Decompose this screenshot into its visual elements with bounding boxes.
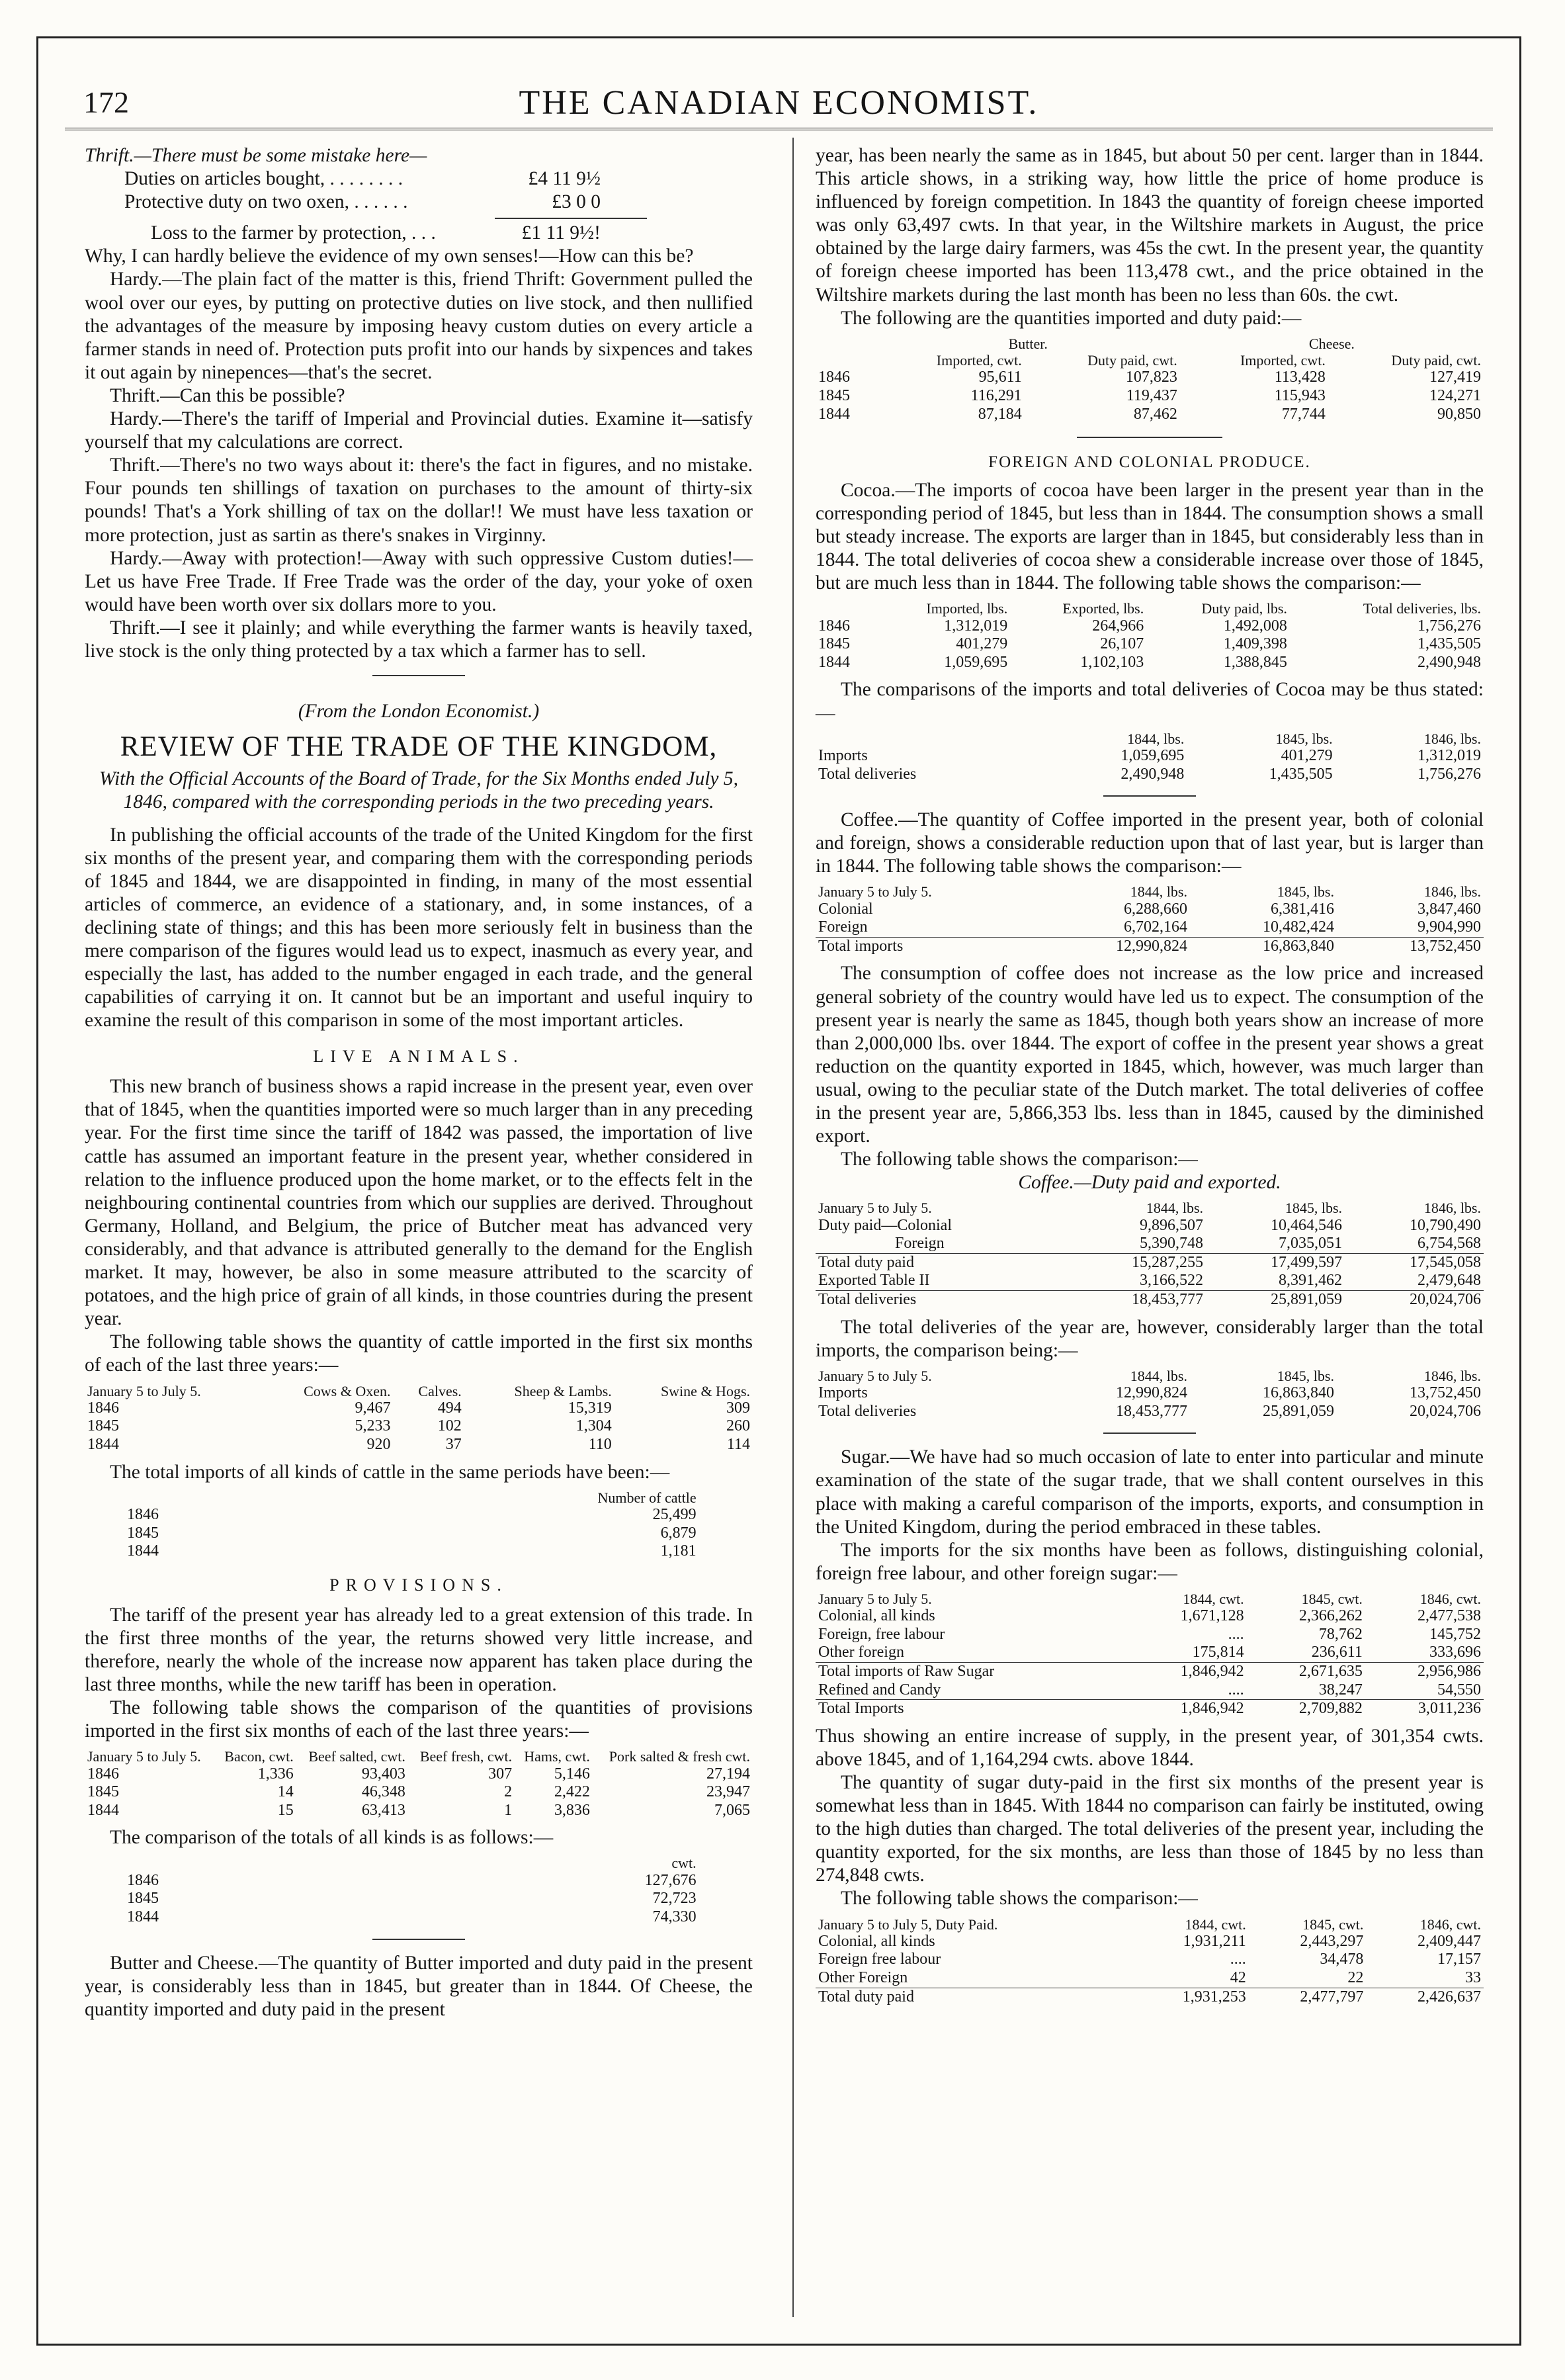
- table-row: Foreign 6,702,164 10,482,424 9,904,990: [818, 918, 1481, 936]
- table-row: 1846 1,312,019 264,966 1,492,008 1,756,276: [818, 617, 1481, 635]
- coffee-comparison-table: [816, 1368, 1484, 1421]
- paragraph: The following are the quantities imported and duty paid:—: [841, 307, 1302, 329]
- article-title: REVIEW OF THE TRADE OF THE KINGDOM,: [120, 731, 718, 763]
- masthead: [38, 38, 1519, 122]
- table-header: Imported, cwt. Duty paid, cwt. Imported, cwt. Duty paid, cwt.: [936, 352, 1481, 369]
- duty-account: [85, 167, 601, 245]
- table-row: 1844 1,181: [127, 1542, 697, 1560]
- table-header: January 5 to July 5. 1844, lbs. 1845, lbs. 1846, lbs.: [818, 883, 1481, 901]
- table-row: 1846 95,611 107,823 113,428 127,419: [818, 369, 1481, 386]
- cocoa-table: [816, 600, 1484, 672]
- journal-title: THE CANADIAN ECONOMIST.: [519, 84, 1039, 122]
- paragraph: Thus showing an entire increase of supply, in the present year, of 301,354 cwts. above 1845, and of 1,164,294 cwts. above 1844.: [816, 1725, 1484, 1770]
- account-line: Protective duty on two oxen, . . . . . . £3 0 0: [124, 191, 601, 213]
- table-row: 1844 74,330: [127, 1908, 697, 1925]
- table-total-row: Total deliveries 18,453,777 25,891,059 20,024,706: [816, 1291, 1484, 1309]
- paragraph: Coffee.—The quantity of Coffee imported in the present year, both of colonial and foreign, shows a considerable reduction upon that of last year, but is larger than in 1844. The following table shows the comparison:—: [816, 809, 1484, 877]
- section-rule: [1103, 795, 1196, 797]
- table-row: Other Foreign 42 22 33: [818, 1968, 1481, 1986]
- section-rule: [1077, 437, 1222, 438]
- provisions-totals-table: [124, 1855, 699, 1926]
- table-row: Colonial, all kinds 1,671,128 2,366,262 2,477,538: [818, 1607, 1481, 1625]
- paragraph: Cocoa.—The imports of cocoa have been larger in the present year than in the corresponding period of 1845, but less than in 1844. The consumption shows a small but steady increase. The exports are larger than in 1845, but considerably less than in 1844. The total deliveries of cocoa shew a considerable increase over those of 1845, but are much less than in 1844. The following table shows the comparison:—: [816, 479, 1484, 594]
- table-row: Colonial, all kinds 1,931,211 2,443,297 2,409,447: [818, 1932, 1481, 1950]
- table-header: Imported, lbs. Exported, lbs. Duty paid, lbs. Total deliveries, lbs.: [926, 600, 1481, 617]
- table-group-header: Butter. Cheese.: [1008, 335, 1355, 352]
- section-rule: [372, 675, 465, 676]
- paragraph: In publishing the official accounts of the trade of the United Kingdom for the first six months of the present year, and comparing them with the corresponding periods of 1845 and 1844, we are disappointed in finding, in many of the most essential articles of commerce, an evidence of a stationary, and, in some instances, of a declining state of things; and this has been more seriously felt in business than the mere comparison of the figures would lead us to expect, inasmuch as every year, and especially the last, has added to the number engaged in each trade, and the general capabilities of carrying it on. It cannot but be an important and useful inquiry to examine the result of this comparison in some of the most important articles.: [85, 824, 753, 1032]
- table-row: 1845 14 46,348 2 2,422 23,947: [87, 1783, 750, 1801]
- paragraph: The following table shows the comparison of the quantities of provisions imported in the first six months of each of the last three years:—: [85, 1697, 753, 1742]
- table-total-row: Total imports 12,990,824 16,863,840 13,752,450: [816, 937, 1484, 955]
- page-number: 172: [83, 85, 129, 119]
- paragraph: The tariff of the present year has already led to a great extension of this trade. In the first three months of the year, the returns showed very little increase, and therefore, nearly the whole of the increase now apparent has taken place during the last three months, while the new tariff has been in operation.: [85, 1604, 753, 1695]
- cocoa-comparison-table: [816, 730, 1484, 783]
- table-total-row: Total imports of Raw Sugar 1,846,942 2,671,635 2,956,986: [816, 1662, 1484, 1681]
- source-note: (From the London Economist.): [298, 701, 540, 723]
- table-row: 1845 72,723: [127, 1890, 697, 1908]
- table-header: January 5 to July 5. 1844, lbs. 1845, lbs. 1846, lbs.: [818, 1367, 1481, 1384]
- paragraph: The total imports of all kinds of cattle in the same periods have been:—: [110, 1461, 670, 1483]
- provisions-table: [85, 1748, 753, 1820]
- table-total-row: Total Imports 1,846,942 2,709,882 3,011,236: [816, 1700, 1484, 1718]
- dialogue-thrift-1: Thrift.—There must be some mistake here—: [85, 145, 427, 166]
- paragraph: Butter and Cheese.—The quantity of Butter imported and duty paid in the present year, is considerably less than in 1845, but greater than in 1844. Of Cheese, the quantity imported and duty paid in the present: [85, 1952, 753, 2020]
- coffee-duty-table: [816, 1200, 1484, 1309]
- section-heading: FOREIGN AND COLONIAL PRODUCE.: [988, 453, 1311, 472]
- sugar-duty-table: [816, 1916, 1484, 2007]
- paragraph: The consumption of coffee does not increase as the low price and increased general sobriety of the country would have led us to expect. The consumption of the present year is nearly the same as 1845, though both years show an increase of more than 2,000,000 lbs. over 1844. The export of coffee in the present year shows a great reduction on the quantity exported in 1845, which, however, was much larger than usual, owing to the peculiar state of the Dutch market. The total deliveries of coffee in the present year are, 5,866,353 lbs. less than in 1845, caused by the diminished export.: [816, 963, 1484, 1147]
- account-line: Duties on articles bought, . . . . . . . . £4 11 9½: [124, 168, 601, 190]
- table-caption: Coffee.—Duty paid and exported.: [1018, 1172, 1281, 1194]
- article-subtitle: With the Official Accounts of the Board of Trade, for the Six Months ended July 5, 1846, compared with the corresponding periods in the two preceding years.: [99, 768, 738, 813]
- table-row: Colonial 6,288,660 6,381,416 3,847,460: [818, 900, 1481, 918]
- paragraph: Thrift.—There's no two ways about it: there's the fact in figures, and no mistake. Four pounds ten shillings of taxation on purchases to the amount of thirty-six pounds! That's a York shilling of tax on the dollar!! We must have less taxation or more protection, just as sartin as there's snakes in Virginny.: [85, 455, 753, 546]
- paragraph: The following table shows the quantity of cattle imported in the first six months of each of the last three years:—: [85, 1331, 753, 1376]
- masthead-rule: [65, 128, 1493, 130]
- coffee-table: [816, 883, 1484, 955]
- cattle-totals-table: [124, 1489, 699, 1561]
- column-divider: [792, 138, 794, 2317]
- paragraph: The comparisons of the imports and total deliveries of Cocoa may be thus stated:—: [816, 679, 1484, 724]
- table-total-row: Total duty paid 15,287,255 17,499,597 17,545,058: [816, 1253, 1484, 1272]
- butter-cheese-table: [816, 335, 1484, 423]
- table-total-row: Total duty paid 1,931,253 2,477,797 2,426,637: [816, 1988, 1484, 2006]
- table-row: Exported Table II 3,166,522 8,391,462 2,479,648: [818, 1272, 1481, 1290]
- table-row: Total deliveries 2,490,948 1,435,505 1,756,276: [818, 765, 1481, 783]
- table-row: 1845 401,279 26,107 1,409,398 1,435,505: [818, 635, 1481, 653]
- table-header: January 5 to July 5. 1844, cwt. 1845, cwt. 1846, cwt.: [818, 1590, 1481, 1607]
- table-row: 1845 6,879: [127, 1524, 697, 1542]
- paragraph: The total deliveries of the year are, however, considerably larger than the total imports, the comparison being:—: [816, 1316, 1484, 1361]
- table-row: Total deliveries 18,453,777 25,891,059 20,024,706: [818, 1402, 1481, 1420]
- section-heading: LIVE ANIMALS.: [313, 1047, 525, 1067]
- table-row: 1844 87,184 87,462 77,744 90,850: [818, 405, 1481, 423]
- loss-line: Loss to the farmer by protection, . . . £1 11 9½!: [151, 222, 601, 244]
- paragraph: year, has been nearly the same as in 1845, but about 50 per cent. larger than in 1844. This article shows, in a striking way, how little the price of home produce is influenced by foreign competition. In 1843 the quantity of foreign cheese imported was only 63,497 cwts. In that year, in the Wiltshire markets in August, the price obtained by the large dairy farmers, was 45s the cwt. In the present year, the quantity of foreign cheese imported has been 113,478 cwt., and the price obtained in the Wiltshire markets during the last month has been no less than 60s. the cwt.: [816, 145, 1484, 306]
- sum-rule: [495, 218, 647, 219]
- table-row: 1846 127,676: [127, 1871, 697, 1889]
- paragraph: Sugar.—We have had so much occasion of late to enter into particular and minute examination of the state of the sugar trade, that we shall content ourselves in this place with making a careful comparison of the imports, exports, and consumption in the United Kingdom, during the period embraced in these tables.: [816, 1446, 1484, 1538]
- cattle-table: [85, 1383, 753, 1454]
- newspaper-page: [36, 36, 1521, 2346]
- paragraph: Thrift.—Can this be possible?: [110, 384, 345, 406]
- table-header: January 5 to July 5. Cows & Oxen. Calves. Sheep & Lambs. Swine & Hogs.: [87, 1382, 750, 1399]
- table-row: 1844 15 63,413 1 3,836 7,065: [87, 1801, 750, 1819]
- right-column: [816, 144, 1484, 2013]
- table-row: Foreign free labour .... 34,478 17,157: [818, 1951, 1481, 1968]
- sugar-imports-table: [816, 1591, 1484, 1718]
- left-column: [85, 144, 753, 2021]
- paragraph: The quantity of sugar duty-paid in the first six months of the present year is somewhat less than in 1845. With 1844 no comparison can fairly be instituted, owing to the high duties than charged. The total deliveries of the present year, including the quantity exported, for the six months, are less than those of 1845 by no less than 274,848 cwts.: [816, 1771, 1484, 1886]
- table-row: 1846 9,467 494 15,319 309: [87, 1399, 750, 1417]
- table-row: Foreign 5,390,748 7,035,051 6,754,568: [895, 1235, 1481, 1253]
- table-row: 1845 5,233 102 1,304 260: [87, 1417, 750, 1435]
- table-header: January 5 to July 5. 1844, lbs. 1845, lbs. 1846, lbs.: [818, 1200, 1481, 1217]
- paragraph: The comparison of the totals of all kinds is as follows:—: [110, 1827, 554, 1849]
- paragraph: Why, I can hardly believe the evidence of my own senses!—How can this be?: [85, 245, 694, 267]
- table-row: Imports 1,059,695 401,279 1,312,019: [818, 746, 1481, 764]
- table-row: 1844 1,059,695 1,102,103 1,388,845 2,490,948: [818, 653, 1481, 671]
- paragraph: Thrift.—I see it plainly; and while everything the farmer wants is heavily taxed, live stock is the only thing protected by a tax which a farmer has to sell.: [85, 617, 753, 662]
- paragraph: The following table shows the comparison:—: [841, 1888, 1198, 1910]
- paragraph: The imports for the six months have been as follows, distinguishing colonial, foreign free labour, and other foreign sugar:—: [816, 1539, 1484, 1584]
- table-row: Imports 12,990,824 16,863,840 13,752,450: [818, 1384, 1481, 1402]
- paragraph: Hardy.—The plain fact of the matter is this, friend Thrift: Government pulled the wool over our eyes, by putting on protective duties on live stock, and then nullified the advantages of the measure by imposing heavy custom duties on every article a farmer stands in need of. Protection puts profit into our hands by sixpences and takes it out again by ninepences—that's the secret.: [85, 269, 753, 383]
- table-row: 1845 116,291 119,437 115,943 124,271: [818, 386, 1481, 404]
- section-heading: PROVISIONS.: [329, 1575, 508, 1595]
- table-row: 1846 1,336 93,403 307 5,146 27,194: [87, 1765, 750, 1783]
- table-row: Other foreign 175,814 236,611 333,696: [818, 1644, 1481, 1661]
- section-rule: [372, 1939, 465, 1940]
- paragraph: This new branch of business shows a rapid increase in the present year, even over that of 1845, when the quantities imported were so much larger than in any preceding year. For the first time since the tariff of 1842 was passed, the importation of live cattle has assumed an important feature in the present year, whether considered in relation to the influence produced upon the home market, or to the effects felt in the neighbouring continental countries from which our supplies are derived. Throughout Germany, Holland, and Belgium, the price of Butcher meat has advanced very considerably, and that advance is attributed generally to the demand for the English market. It may, however, be also in some measure attributed to the scarcity of potatoes, and the high price of grain of all kinds, in those countries during the present year.: [85, 1076, 753, 1330]
- table-header: Number of cattle: [597, 1489, 697, 1506]
- section-rule: [1103, 1432, 1196, 1434]
- table-header: cwt.: [671, 1855, 697, 1872]
- paragraph: The following table shows the comparison:—: [841, 1149, 1198, 1170]
- table-header: January 5 to July 5, Duty Paid. 1844, cwt. 1845, cwt. 1846, cwt.: [818, 1916, 1481, 1933]
- table-row: Foreign, free labour .... 78,762 145,752: [818, 1625, 1481, 1643]
- table-row: 1846 25,499: [127, 1505, 697, 1523]
- table-row: Refined and Candy .... 38,247 54,550: [818, 1681, 1481, 1698]
- paragraph: Hardy.—Away with protection!—Away with such oppressive Custom duties!—Let us have Free Trade. If Free Trade was the order of the day, your yoke of oxen would have been worth over six dollars more to you.: [85, 547, 753, 615]
- table-header: 1844, lbs. 1845, lbs. 1846, lbs.: [1127, 730, 1481, 747]
- table-row: Duty paid—Colonial 9,896,507 10,464,546 10,790,490: [818, 1216, 1481, 1234]
- table-header: January 5 to July 5. Bacon, cwt. Beef salted, cwt. Beef fresh, cwt. Hams, cwt. Pork salted & fresh cwt.: [87, 1748, 750, 1765]
- table-row: 1844 920 37 110 114: [87, 1435, 750, 1453]
- paragraph: Hardy.—There's the tariff of Imperial and Provincial duties. Examine it—satisfy yourself that my calculations are correct.: [85, 408, 753, 453]
